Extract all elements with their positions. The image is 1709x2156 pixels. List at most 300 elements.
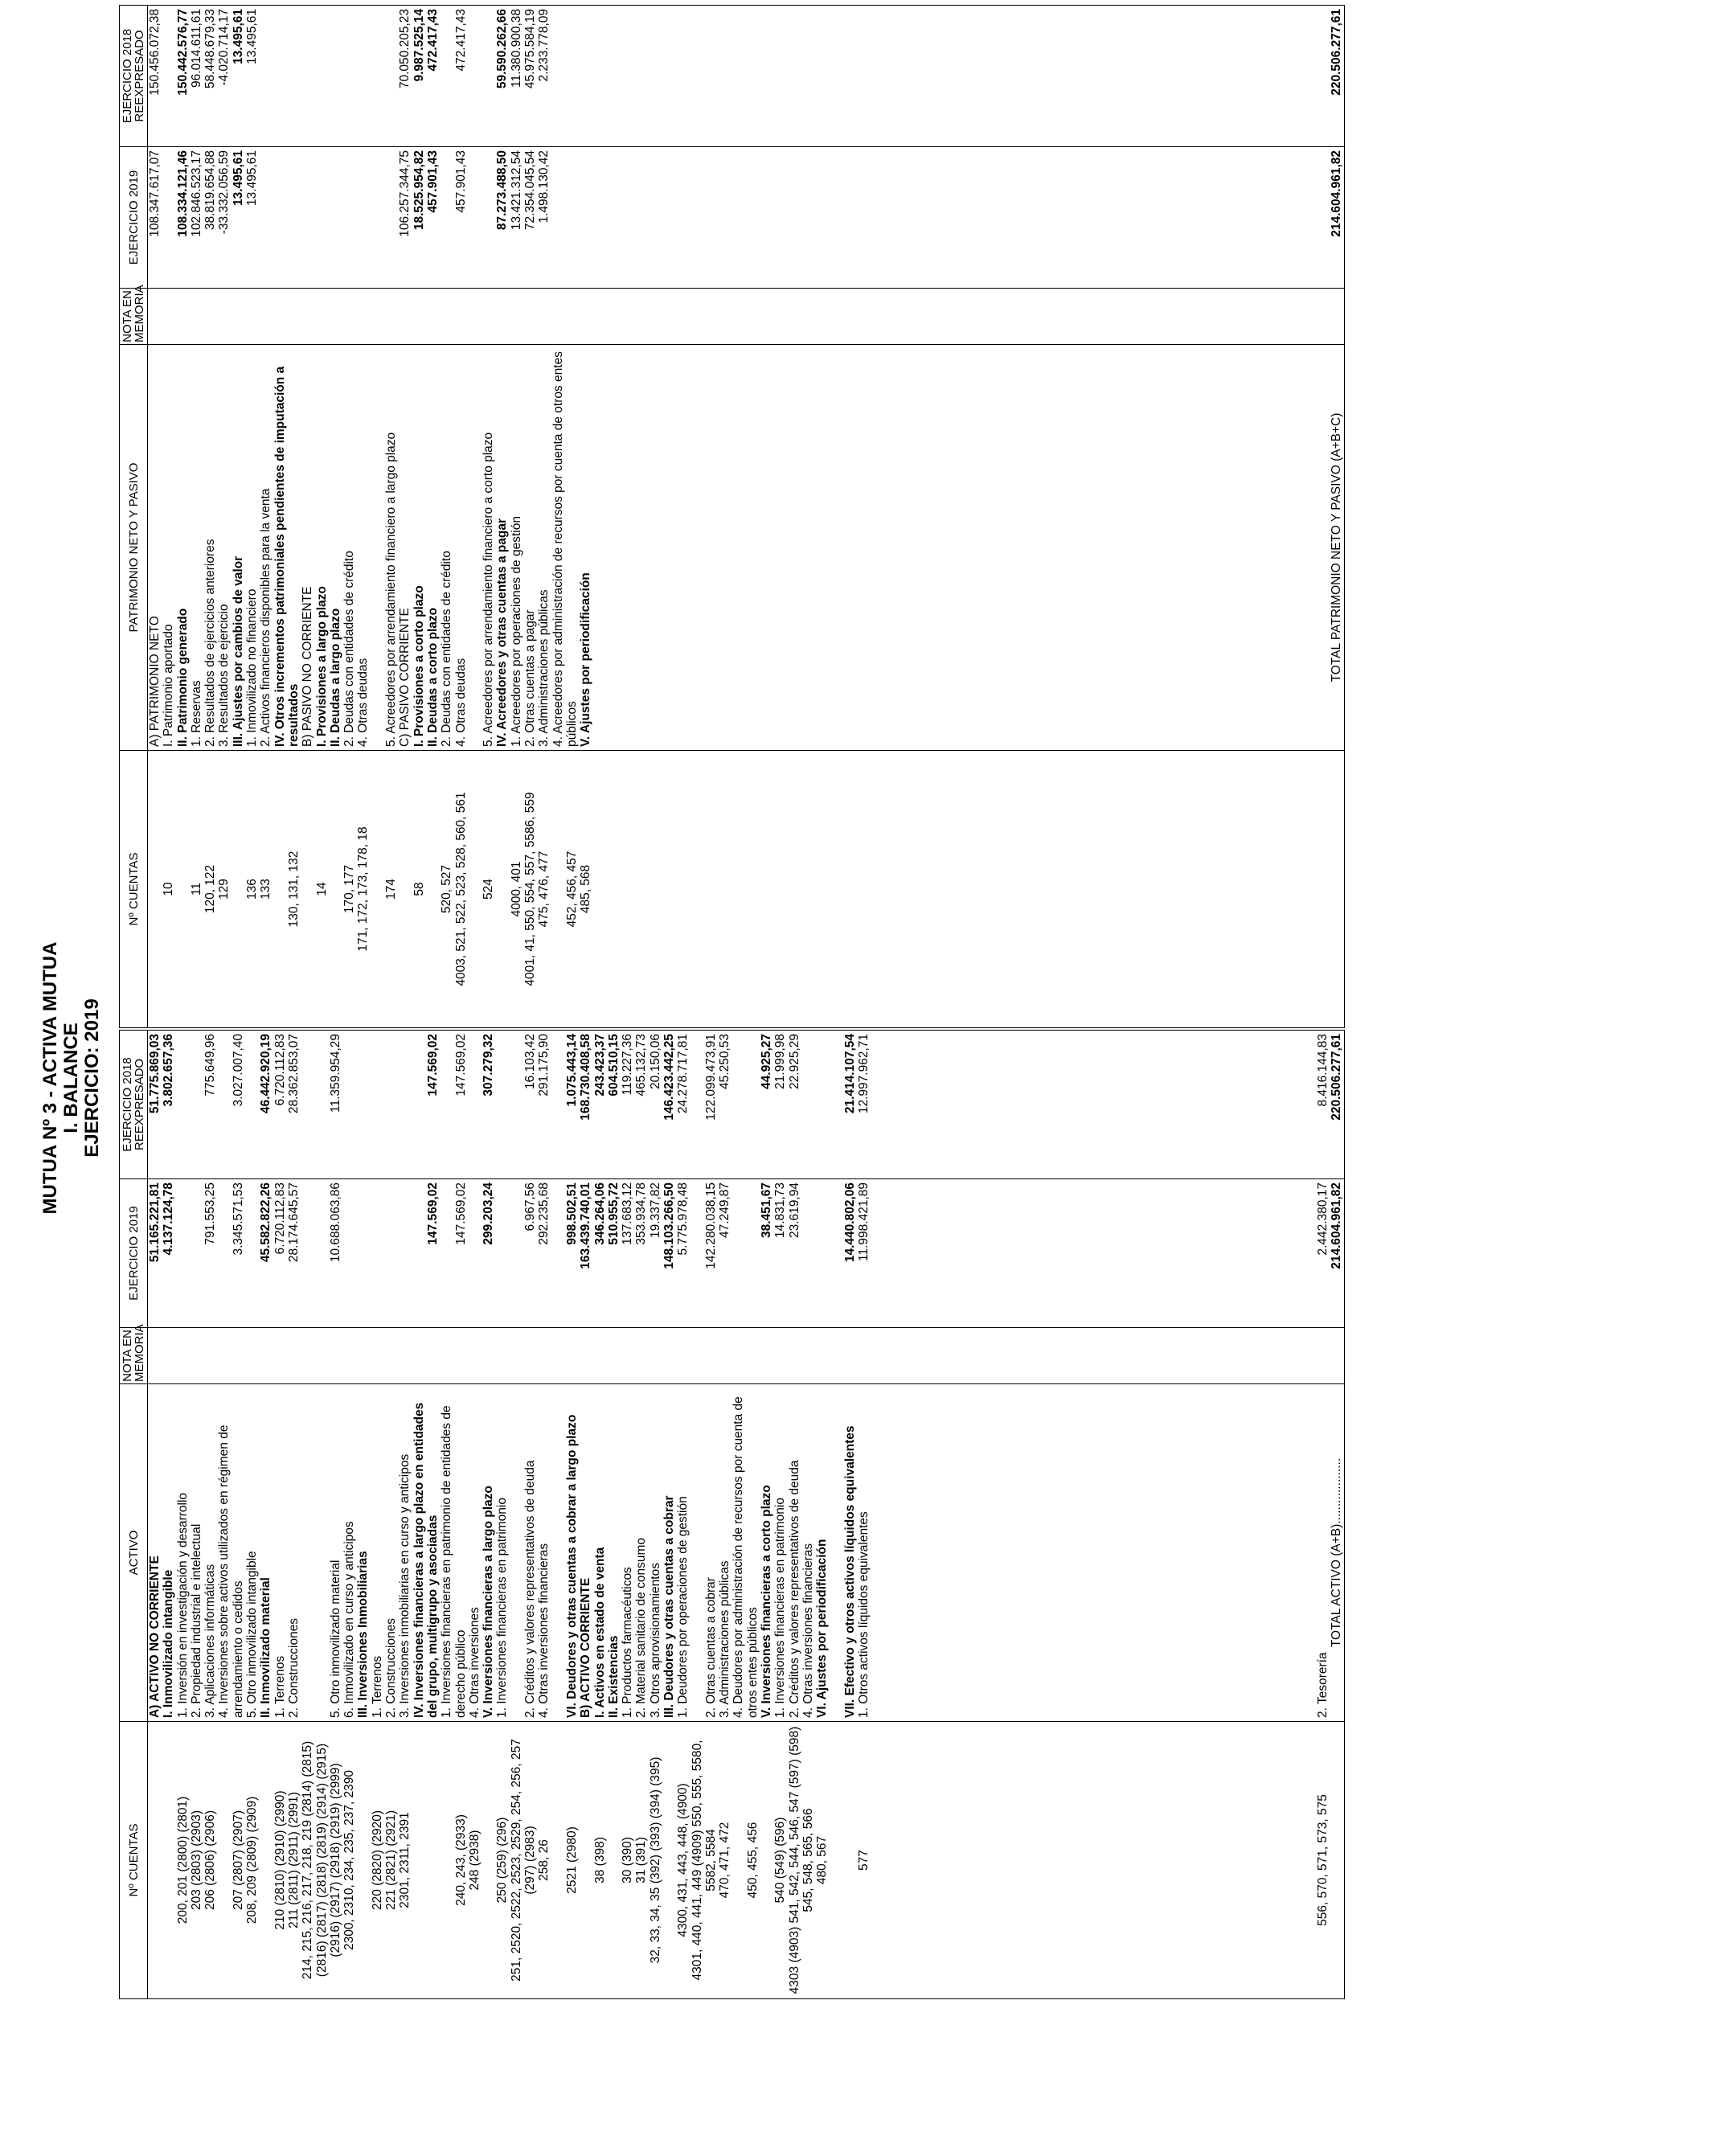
empty-cell — [843, 289, 857, 345]
account-codes — [830, 1722, 858, 1999]
note-cell — [537, 1328, 551, 1384]
value-2018 — [190, 1031, 203, 1179]
row-label: 1. Reservas — [190, 345, 203, 751]
total-accounts — [1330, 751, 1344, 1028]
empty-cell — [996, 6, 1010, 147]
empty-cell — [773, 289, 787, 345]
account-codes: 4003, 521, 522, 523, 528, 560, 561 — [454, 751, 468, 1028]
table-row — [371, 1031, 384, 1999]
value-2019: 13.495,61 — [245, 147, 259, 289]
row-label: B) ACTIVO CORRIENTE — [579, 1384, 592, 1722]
empty-cell — [691, 345, 704, 751]
empty-cell — [1066, 6, 1080, 147]
row-label: 2. Construcciones — [287, 1384, 301, 1722]
empty-cell — [982, 345, 996, 751]
empty-cell — [1191, 289, 1204, 345]
value-2019: 998.502,51 — [551, 1179, 580, 1328]
note-cell — [495, 289, 509, 345]
value-2018 — [801, 1031, 815, 1179]
empty-cell — [1219, 289, 1232, 345]
empty-cell — [1107, 751, 1121, 1028]
value-2018: 472.417,43 — [454, 6, 468, 147]
row-label: 2. Tesorería — [871, 1384, 1330, 1722]
table-row — [830, 1031, 858, 1999]
note-cell — [468, 1328, 482, 1384]
row-label: III. Deudores y otras cuentas a cobrar — [662, 1384, 676, 1722]
value-2019: 292.235,68 — [537, 1179, 551, 1328]
header-accounts: Nº CUENTAS — [120, 751, 148, 1028]
empty-cell — [954, 147, 968, 289]
header-asset: ACTIVO — [120, 1384, 148, 1722]
empty-cell — [662, 147, 676, 289]
empty-cell — [1051, 345, 1065, 751]
value-2019: 19.337,82 — [649, 1179, 662, 1328]
table-row — [579, 6, 592, 1028]
empty-cell — [1121, 751, 1135, 1028]
value-2019: 102.846.523,17 — [190, 147, 203, 289]
empty-cell — [676, 6, 690, 147]
note-cell — [454, 289, 468, 345]
empty-cell — [899, 147, 912, 289]
account-codes — [607, 1722, 621, 1999]
note-cell — [371, 1328, 384, 1384]
empty-cell — [1246, 147, 1260, 289]
note-cell — [482, 1328, 495, 1384]
empty-cell — [1246, 289, 1260, 345]
value-2019: 510.955,72 — [607, 1179, 621, 1328]
row-label: I. Provisiones a corto plazo — [412, 345, 426, 751]
note-cell — [830, 1328, 858, 1384]
empty-cell — [899, 751, 912, 1028]
empty-cell — [996, 345, 1010, 751]
value-2018: 21.414.107,54 — [830, 1031, 858, 1179]
empty-cell — [621, 751, 634, 1028]
empty-cell — [1080, 345, 1093, 751]
note-cell — [621, 1328, 634, 1384]
note-cell — [259, 289, 273, 345]
note-cell — [649, 1328, 662, 1384]
empty-cell — [1038, 147, 1051, 289]
empty-cell — [815, 345, 829, 751]
empty-cell — [1093, 751, 1107, 1028]
empty-cell — [1205, 6, 1219, 147]
value-2018 — [342, 1031, 356, 1179]
account-codes — [148, 1722, 162, 1999]
empty-cell — [704, 6, 718, 147]
empty-cell — [912, 289, 926, 345]
table-row — [190, 6, 203, 1028]
table-row — [259, 1031, 273, 1999]
row-label: 4. Otras deudas — [356, 345, 370, 751]
value-2019 — [371, 1179, 384, 1328]
header-note: NOTA EN MEMORIA — [120, 1328, 148, 1384]
note-cell — [232, 289, 245, 345]
value-2019 — [371, 147, 399, 289]
table-row — [468, 6, 496, 1028]
empty-cell — [621, 147, 634, 289]
empty-cell — [718, 289, 732, 345]
report-subtitle: I. BALANCE — [60, 1023, 82, 1133]
value-2019 — [815, 1179, 829, 1328]
value-2019 — [301, 147, 314, 289]
empty-cell — [649, 6, 662, 147]
value-2019: 148.103.266,50 — [662, 1179, 676, 1328]
empty-cell — [1135, 751, 1149, 1028]
note-cell — [259, 1328, 273, 1384]
empty-cell — [1232, 289, 1246, 345]
empty-cell — [815, 289, 829, 345]
value-2019 — [579, 147, 592, 289]
empty-cell — [941, 6, 954, 147]
value-2019: 137.683,12 — [621, 1179, 634, 1328]
empty-cell — [1205, 289, 1219, 345]
row-label: IV. Acreedores y otras cuentas a pagar — [495, 345, 509, 751]
empty-cell — [1316, 147, 1330, 289]
row-label: IV. Inversiones financieras a largo plazo en entidades del grupo, multigrupo y asociadas — [412, 1384, 441, 1722]
empty-cell — [843, 6, 857, 147]
table-row — [551, 6, 580, 1028]
row-label: 3. Resultados de ejercicio — [217, 345, 231, 751]
table-row — [857, 1031, 871, 1999]
empty-cell — [1274, 751, 1288, 1028]
empty-row — [996, 6, 1010, 1028]
value-2019: 47.249,87 — [718, 1179, 732, 1328]
empty-cell — [857, 345, 871, 751]
table-row — [245, 1031, 259, 1999]
account-codes: 480, 567 — [815, 1722, 829, 1999]
value-2019: 13.495,61 — [232, 147, 245, 289]
empty-cell — [871, 345, 884, 751]
empty-cell — [1288, 147, 1301, 289]
empty-cell — [732, 147, 745, 289]
table-row — [871, 1031, 1330, 1999]
empty-cell — [1010, 147, 1023, 289]
note-cell — [440, 1328, 468, 1384]
value-2018: 13.495,61 — [245, 6, 259, 147]
value-2018: 3.027.007,40 — [217, 1031, 245, 1179]
empty-cell — [1121, 6, 1135, 147]
empty-row — [801, 6, 815, 1028]
account-codes: 136 — [245, 751, 259, 1028]
row-label: 1. Inmovilizado no financiero — [245, 345, 259, 751]
value-2019 — [495, 1179, 509, 1328]
empty-row — [1038, 6, 1051, 1028]
empty-cell — [1010, 751, 1023, 1028]
value-2018 — [384, 1031, 398, 1179]
note-cell — [510, 289, 523, 345]
empty-cell — [899, 345, 912, 751]
note-cell — [468, 289, 496, 345]
empty-cell — [746, 6, 760, 147]
empty-row — [607, 6, 621, 1028]
empty-cell — [801, 147, 815, 289]
empty-cell — [815, 147, 829, 289]
value-2019: 2.442.380,17 — [871, 1179, 1330, 1328]
account-codes — [760, 1722, 773, 1999]
empty-cell — [927, 6, 941, 147]
table-row — [426, 6, 440, 1028]
empty-row — [621, 6, 634, 1028]
account-codes: 220 (2820) (2920) — [371, 1722, 384, 1999]
empty-cell — [1066, 345, 1080, 751]
report-title: MUTUA Nº 3 - ACTIVA MUTUA — [39, 941, 61, 1215]
account-codes: 556, 570, 571, 573, 575 — [871, 1722, 1330, 1999]
empty-cell — [969, 289, 982, 345]
value-2018: 46.442.920,19 — [259, 1031, 273, 1179]
empty-cell — [1135, 147, 1149, 289]
empty-cell — [927, 289, 941, 345]
account-codes — [579, 1722, 592, 1999]
value-2019: 38.451,67 — [760, 1179, 773, 1328]
value-2019: 142.280.038,15 — [691, 1179, 719, 1328]
table-row — [259, 6, 273, 1028]
empty-cell — [830, 751, 843, 1028]
table-row — [356, 1031, 370, 1999]
empty-row — [1051, 6, 1065, 1028]
empty-row — [1135, 6, 1149, 1028]
table-row — [273, 6, 301, 1028]
value-2018 — [301, 6, 314, 147]
value-2019 — [245, 1179, 259, 1328]
note-cell — [871, 1328, 1330, 1384]
value-2018 — [371, 6, 399, 147]
empty-cell — [1163, 751, 1177, 1028]
table-row — [301, 1031, 342, 1999]
note-cell — [676, 1328, 690, 1384]
empty-cell — [1024, 6, 1038, 147]
row-label: 3. Administraciones públicas — [718, 1384, 732, 1722]
account-codes: 524 — [468, 751, 496, 1028]
total-label: TOTAL PATRIMONIO NETO Y PASIVO (A+B+C) — [1330, 345, 1344, 751]
empty-cell — [1232, 6, 1246, 147]
account-codes: 130, 131, 132 — [273, 751, 301, 1028]
empty-cell — [954, 751, 968, 1028]
table-row — [495, 1031, 509, 1999]
empty-cell — [1038, 289, 1051, 345]
empty-row — [1288, 6, 1301, 1028]
row-label: 4. Inversiones sobre activos utilizados en régimen de arrendamiento o cedidos — [217, 1384, 245, 1722]
row-label: V. Ajustes por periodificación — [579, 345, 592, 751]
value-2019: 14.831,73 — [773, 1179, 787, 1328]
table-row — [315, 6, 329, 1028]
empty-cell — [649, 147, 662, 289]
note-cell — [634, 1328, 648, 1384]
row-label: 1. Inversiones financieras en patrimonio — [495, 1384, 509, 1722]
note-cell — [607, 1328, 621, 1384]
note-cell — [732, 1328, 760, 1384]
row-label: 4. Otras inversiones — [468, 1384, 482, 1722]
note-cell — [523, 289, 537, 345]
header-note: NOTA EN MEMORIA — [120, 289, 148, 345]
empty-cell — [1302, 751, 1316, 1028]
table-row — [176, 6, 190, 1028]
empty-cell — [1274, 147, 1288, 289]
row-label: 1. Deudores por operaciones de gestión — [676, 1384, 690, 1722]
row-label: 3. Aplicaciones informáticas — [203, 1384, 217, 1722]
row-label: 4. Otras inversiones financieras — [537, 1384, 551, 1722]
account-codes: 171, 172, 173, 178, 18 — [356, 751, 370, 1028]
row-label: 1. Terrenos — [273, 1384, 287, 1722]
account-codes: 577 — [857, 1722, 871, 1999]
table-row — [676, 1031, 690, 1999]
empty-cell — [1149, 289, 1162, 345]
value-2018: 12.997.962,71 — [857, 1031, 871, 1179]
table-row — [523, 6, 537, 1028]
account-codes — [301, 751, 314, 1028]
empty-cell — [607, 6, 621, 147]
value-2019: 72.354.045,54 — [523, 147, 537, 289]
value-2018 — [468, 1031, 482, 1179]
value-2019: 108.334.121,46 — [176, 147, 190, 289]
empty-cell — [1080, 751, 1093, 1028]
empty-cell — [1219, 147, 1232, 289]
row-label: 5. Otro inmovilizado material — [301, 1384, 342, 1722]
empty-cell — [1093, 147, 1107, 289]
empty-cell — [607, 147, 621, 289]
empty-cell — [843, 147, 857, 289]
note-cell — [510, 1328, 538, 1384]
empty-cell — [593, 345, 607, 751]
empty-row — [1260, 6, 1274, 1028]
empty-cell — [912, 147, 926, 289]
account-codes — [412, 1722, 441, 1999]
empty-cell — [927, 147, 941, 289]
value-2019 — [190, 1179, 203, 1328]
note-cell — [342, 1328, 356, 1384]
empty-cell — [1135, 289, 1149, 345]
table-row — [773, 1031, 787, 1999]
empty-cell — [1219, 751, 1232, 1028]
empty-cell — [1219, 345, 1232, 751]
empty-cell — [593, 147, 607, 289]
empty-cell — [1038, 751, 1051, 1028]
account-codes: 10 — [162, 751, 175, 1028]
empty-cell — [1066, 289, 1080, 345]
empty-cell — [1302, 289, 1316, 345]
note-cell — [801, 1328, 815, 1384]
account-codes: 4001, 41, 550, 554, 557, 5586, 559 — [523, 751, 537, 1028]
value-2018 — [356, 6, 370, 147]
row-label: 1. Inversiones financieras en patrimonio de entidades de derecho público — [440, 1384, 468, 1722]
table-row — [440, 6, 453, 1028]
account-codes: 485, 568 — [579, 751, 592, 1028]
note-cell — [203, 1328, 217, 1384]
value-2018: 45.975.584,19 — [523, 6, 537, 147]
note-cell — [287, 1328, 301, 1384]
table-row — [190, 1031, 203, 1999]
empty-cell — [1051, 751, 1065, 1028]
value-2018: 11.380.900,38 — [510, 6, 523, 147]
row-label: 2. Material sanitario de consumo — [634, 1384, 648, 1722]
table-row — [342, 1031, 356, 1999]
note-cell — [551, 1328, 580, 1384]
account-codes: 251, 2520, 2522, 2523, 2529, 254, 256, 257 (297) (2983) — [510, 1722, 538, 1999]
empty-cell — [1024, 345, 1038, 751]
row-label: 2. Activos financieros disponibles para la venta — [259, 345, 273, 751]
empty-cell — [760, 345, 773, 751]
table-row — [412, 1031, 441, 1999]
row-label: V. Inversiones financieras a corto plazo — [760, 1384, 773, 1722]
row-label: I. Patrimonio aportado — [162, 345, 175, 751]
value-2018 — [342, 6, 356, 147]
empty-cell — [732, 751, 745, 1028]
empty-cell — [969, 345, 982, 751]
row-label: 1. Acreedores por operaciones de gestión — [510, 345, 523, 751]
empty-cell — [982, 289, 996, 345]
empty-cell — [1232, 751, 1246, 1028]
account-codes: 475, 476, 477 — [537, 751, 551, 1028]
account-codes: 450, 455, 456 — [732, 1722, 760, 1999]
row-label: 4. Otras inversiones financieras — [801, 1384, 815, 1722]
value-2018: 122.099.473,91 — [691, 1031, 719, 1179]
row-label: 1. Terrenos — [371, 1384, 384, 1722]
table-row — [634, 1031, 648, 1999]
account-codes: 206 (2806) (2906) — [203, 1722, 217, 1999]
table-row — [148, 1031, 162, 1999]
empty-cell — [1302, 147, 1316, 289]
empty-cell — [912, 345, 926, 751]
account-codes: 120, 122 — [203, 751, 217, 1028]
empty-row — [871, 6, 884, 1028]
note-cell — [315, 289, 329, 345]
row-label: 5. Otro inmovilizado intangible — [245, 1384, 259, 1722]
table-row — [621, 1031, 634, 1999]
total-2019: 214.604.961,82 — [1330, 147, 1344, 289]
value-2018: 243.423,37 — [593, 1031, 607, 1179]
empty-cell — [843, 345, 857, 751]
value-2018 — [468, 6, 496, 147]
empty-cell — [1121, 147, 1135, 289]
empty-cell — [830, 147, 843, 289]
account-codes — [356, 1722, 370, 1999]
value-2018: 775.649,96 — [203, 1031, 217, 1179]
table-row — [342, 6, 356, 1028]
note-cell — [217, 1328, 245, 1384]
empty-cell — [676, 751, 690, 1028]
table-row — [148, 6, 162, 1028]
empty-row — [691, 6, 704, 1028]
account-codes: 240, 243, (2933) — [440, 1722, 468, 1999]
account-codes: 170, 177 — [342, 751, 356, 1028]
value-2019: 353.934,78 — [634, 1179, 648, 1328]
empty-row — [662, 6, 676, 1028]
row-label: V. Inversiones financieras a largo plazo — [482, 1384, 495, 1722]
value-2019: 106.257.344,75 — [398, 147, 412, 289]
row-label: IV. Otros incrementos patrimoniales pendientes de imputación a resultados — [273, 345, 301, 751]
empty-cell — [1107, 345, 1121, 751]
empty-row — [760, 6, 773, 1028]
row-label: A) PATRIMONIO NETO — [148, 345, 162, 751]
empty-cell — [718, 345, 732, 751]
value-2018: 21.999,98 — [773, 1031, 787, 1179]
empty-cell — [732, 345, 745, 751]
empty-cell — [773, 345, 787, 751]
empty-cell — [1260, 751, 1274, 1028]
empty-cell — [1149, 6, 1162, 147]
note-cell — [329, 289, 342, 345]
empty-cell — [899, 289, 912, 345]
account-codes: 208, 209 (2809) (2909) — [245, 1722, 259, 1999]
value-2019 — [468, 147, 496, 289]
note-cell — [857, 1328, 871, 1384]
table-row — [203, 6, 217, 1028]
empty-cell — [1107, 6, 1121, 147]
empty-cell — [634, 6, 648, 147]
empty-cell — [760, 6, 773, 147]
empty-cell — [621, 6, 634, 147]
table-row — [301, 6, 314, 1028]
empty-cell — [996, 147, 1010, 289]
